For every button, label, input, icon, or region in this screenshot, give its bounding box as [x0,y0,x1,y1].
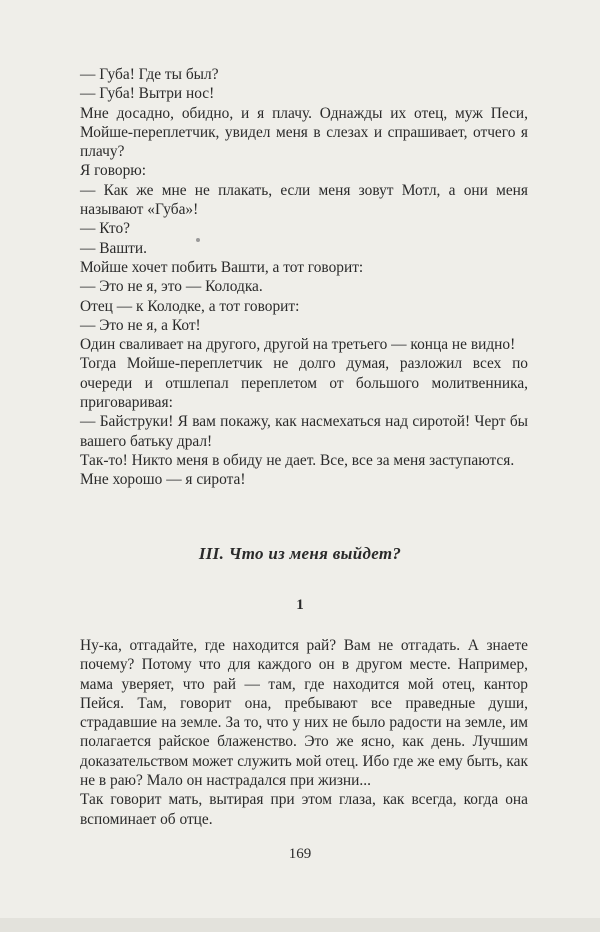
paragraph: — Кто? [80,220,130,238]
ink-speck [196,238,200,242]
paragraph: Я говорю: [80,162,147,180]
lower-text-block [80,636,528,829]
chapter-heading: III. Что из меня выйдет? [198,544,402,563]
paragraph: — Это не я, а Кот! [80,316,201,334]
paragraph: Тогда Мойше-переплетчик не долго думая, разложил всех по очереди и отшлепал переплетом от большого молитвенника, приговаривая: [80,355,528,412]
paragraph: Ну-ка, отгадайте, где находится рай? Вам не отгадать. А знаете почему? Потому что для каждого он в другом месте. Например, мама уверяет, что рай — там, где находится мой отец, кантор Пейся. Там, говорит она, пребывают все праведные души, страдавшие на земле. За то, что у них не было радости на земле, им полагается райское блаженство. Это же ясно, как день. Лучшим доказательством может служить мой отец. Ибо где же ему быть, как не в раю? Мало он настрадался при жизни... [80,637,528,790]
paragraph: — Байструки! Я вам покажу, как насмехаться над сиротой! Черт бы вашего батьку драл! [80,413,528,450]
page-number: 169 [288,846,312,862]
paragraph: — Губа! Где ты был? [80,66,219,83]
paragraph: Так-то! Никто меня в обиду не дает. Все, все за меня заступаются. [80,451,515,469]
upper-text-block [80,65,528,490]
paragraph: Мне досадно, обидно, и я плачу. Однажды их отец, муж Песи, Мойше-переплетчик, увидел меня в слезах и спрашивает, отчего я плачу? [80,104,528,161]
paragraph: Так говорит мать, вытирая при этом глаза, как всегда, когда она вспоминает об отце. [80,791,528,828]
page-bottom-edge [0,918,600,932]
section-number: 1 [296,597,304,613]
paragraph: Мне хорошо — я сирота! [80,471,246,489]
paragraph: — Это не я, это — Колодка. [80,278,263,296]
paragraph: Отец — к Колодке, а тот говорит: [80,297,300,315]
paragraph: — Губа! Вытри нос! [80,85,215,103]
paragraph: Мойше хочет побить Вашти, а тот говорит: [80,258,364,276]
paragraph: Один сваливает на другого, другой на третьего — конца не видно! [80,336,516,354]
paragraph: — Как же мне не плакать, если меня зовут Мотл, а они меня называют «Губа»! [80,181,528,219]
paragraph: — Вашти. [80,239,147,257]
